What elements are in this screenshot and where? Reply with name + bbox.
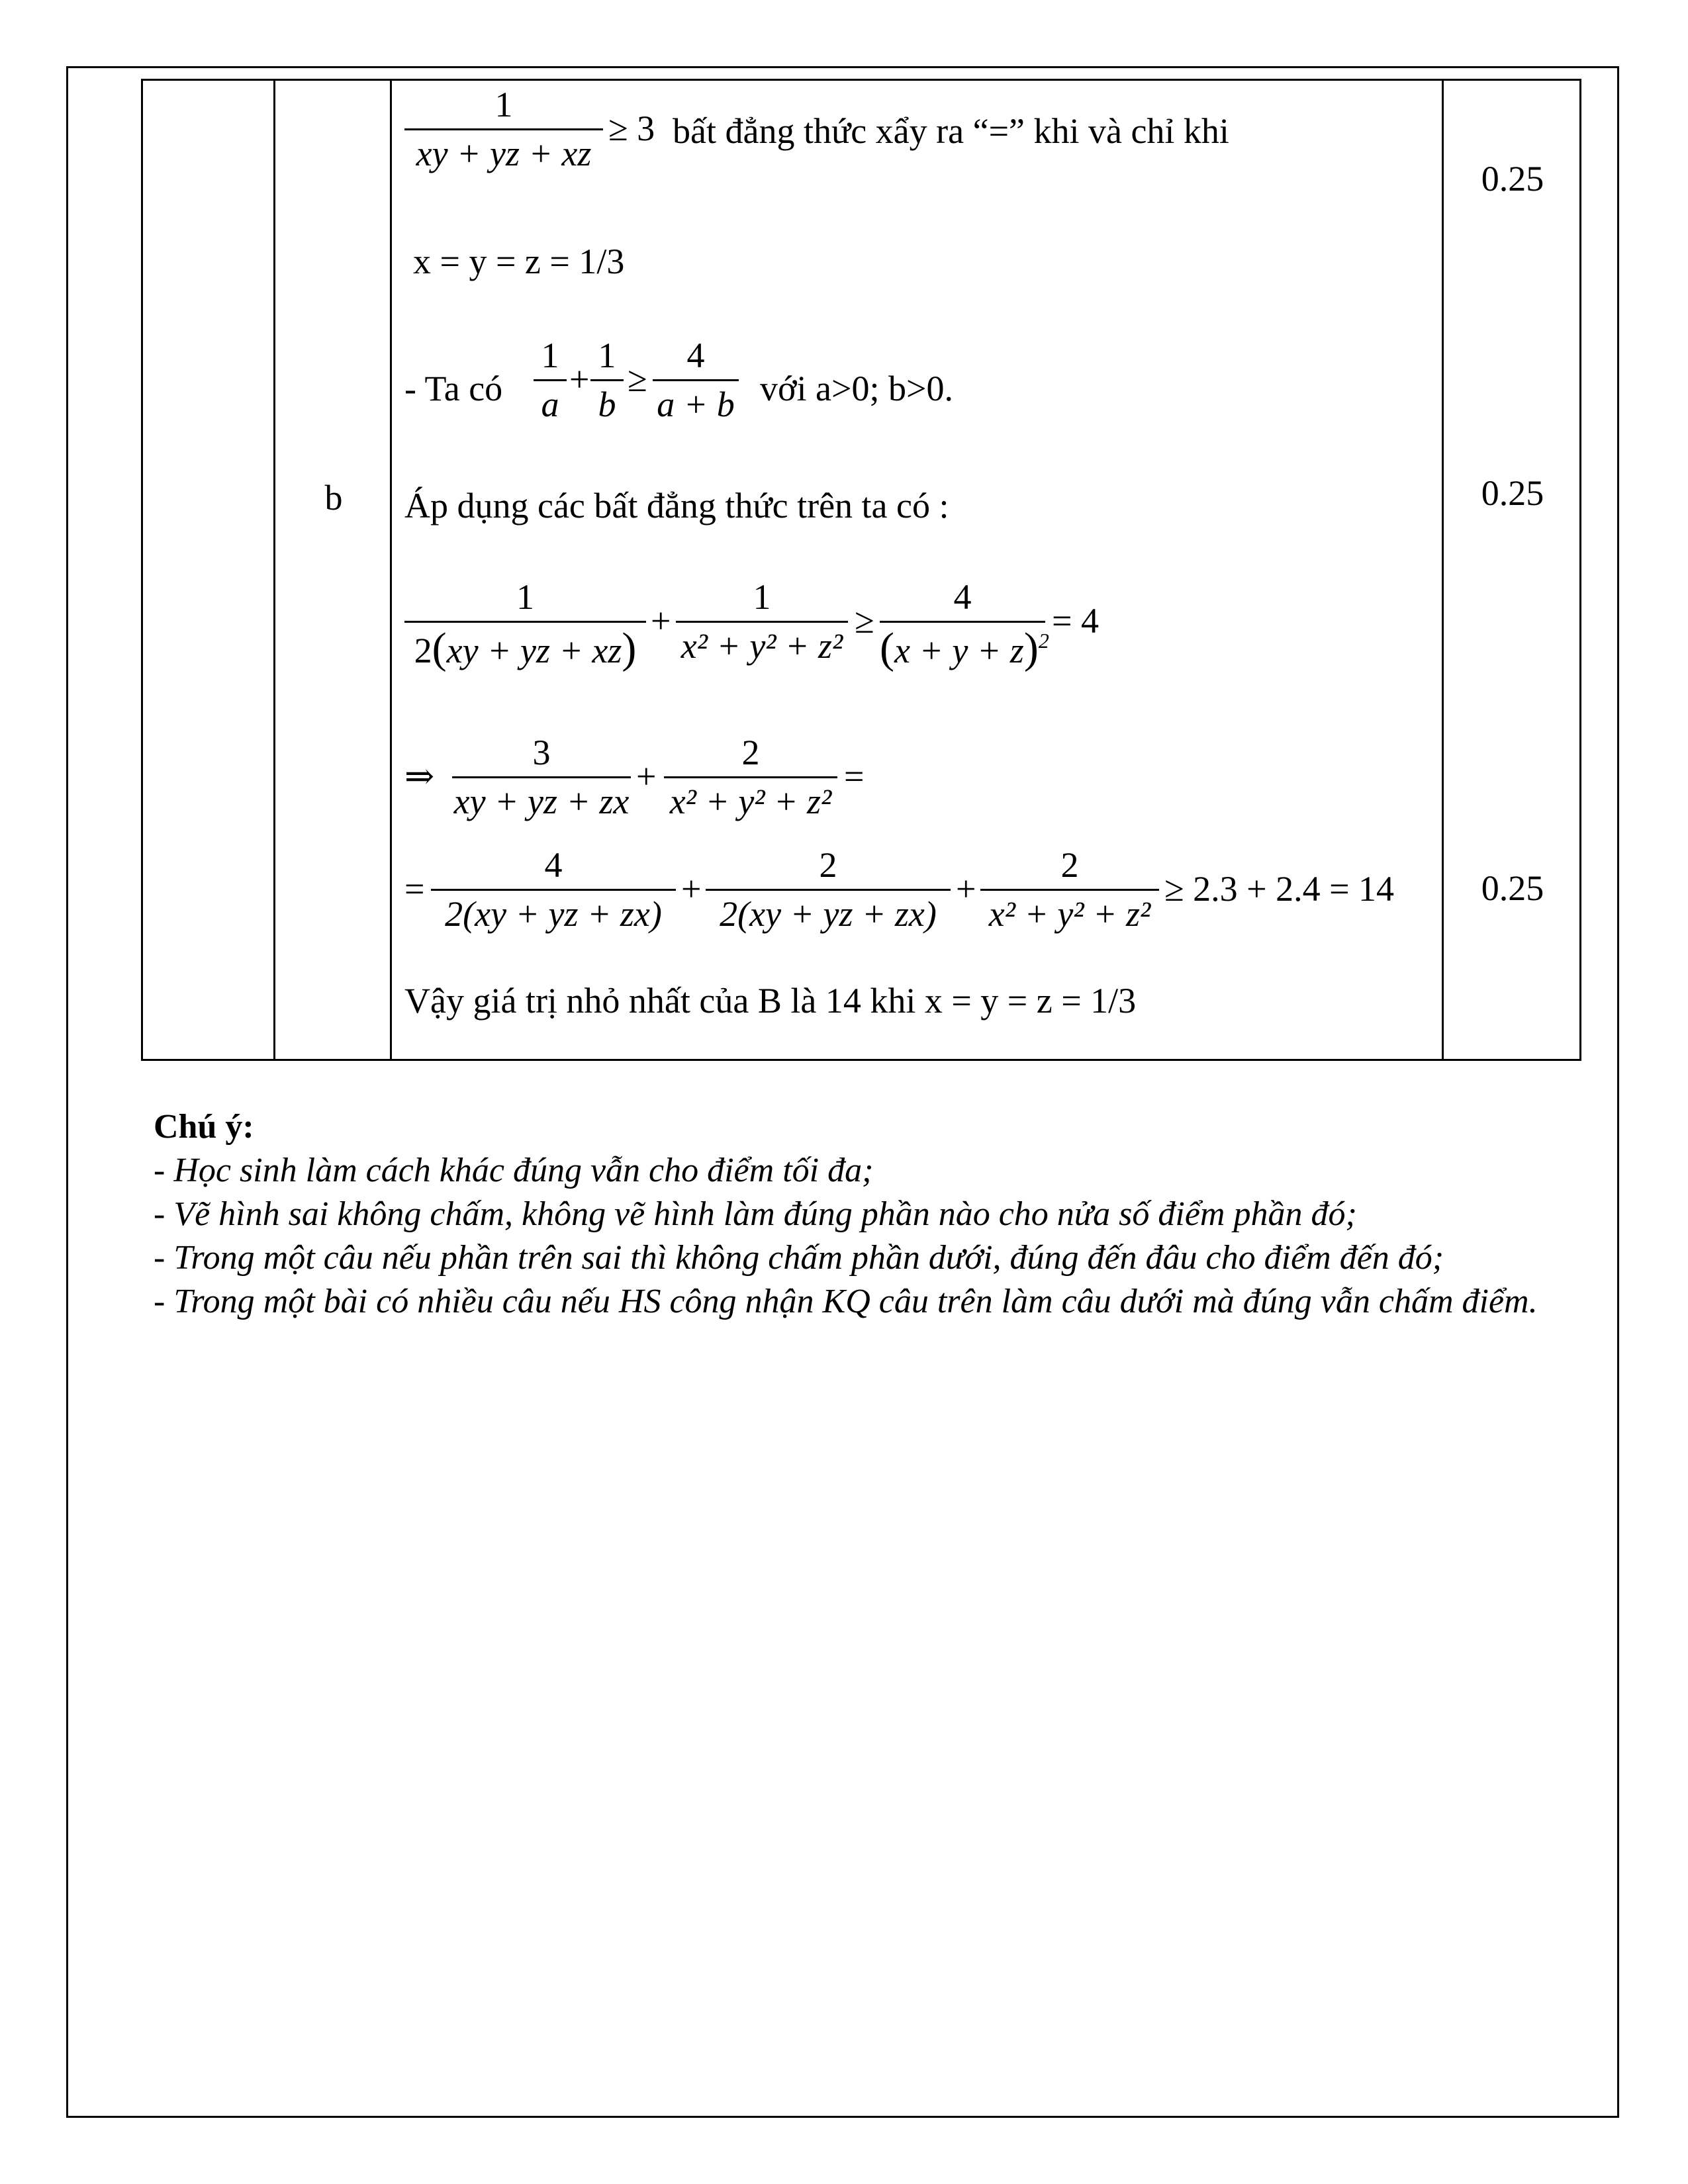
equation-3 [404,733,1000,832]
fraction [590,336,624,435]
equality-condition-text: bất đẳng thức xẩy ra “=” khi và chỉ khi [673,111,1229,151]
fraction [706,845,951,944]
part-label: b [324,478,343,518]
plus-sign: + [956,869,976,909]
fraction [431,845,676,944]
column-divider [1442,81,1444,1059]
denominator: a + b [657,385,735,424]
denominator: 2(xy + yz + zx) [720,894,937,934]
equals-result: = 4 [1052,601,1099,641]
column-divider [390,81,392,1059]
score-2: 0.25 [1481,473,1544,513]
numerator: 2 [819,845,837,885]
coefficient: 2 [414,631,432,670]
numerator: 3 [532,733,551,772]
denominator: 2(xy + yz + xz) [414,624,637,672]
implies-arrow: ⇒ [404,756,435,796]
fraction-bar [664,776,837,778]
numerator: 1 [516,577,534,617]
denominator: a [541,385,559,424]
column-divider [273,81,275,1059]
fraction-bar [676,621,848,623]
fraction-bar [653,379,739,381]
numerator: 1 [753,577,771,617]
fraction-bar [431,889,676,891]
equality-values-text: x = y = z = 1/3 [413,242,625,281]
fraction [980,845,1159,944]
fraction-bar [706,889,951,891]
denominator: xy + yz + xz [416,134,592,173]
apply-text: Áp dụng các bất đẳng thức trên ta có : [404,486,949,525]
numerator: 2 [741,733,760,772]
score-1: 0.25 [1481,159,1544,199]
fraction [452,733,631,832]
numerator: 4 [544,845,563,885]
fraction-bar [880,621,1045,623]
note-item: - Vẽ hình sai không chấm, không vẽ hình làm đúng phần nào cho nửa số điểm phần đó; [154,1195,1357,1233]
note-item: - Học sinh làm cách khác đúng vẫn cho điểm tối đa; [154,1152,874,1189]
inner-expression: xy + yz + xz [446,631,622,670]
denominator: x² + y² + z² [680,626,843,666]
fraction [534,336,567,435]
notes-title: Chú ý: [154,1108,254,1146]
ta-co-label: - Ta có [404,369,503,408]
fraction [880,577,1049,690]
numerator: 1 [494,85,513,124]
note-item: - Trong một bài có nhiều câu nếu HS công nhận KQ câu trên làm câu dưới mà đúng vẫn chấm điểm. [154,1283,1538,1320]
equals-sign: = [404,869,425,909]
numerator: 1 [541,336,559,375]
denominator: x² + y² + z² [669,782,832,821]
fraction-bar [452,776,631,778]
note-item: - Trong một câu nếu phần trên sai thì không chấm phần dưới, đúng đến đâu cho điểm đến đó; [154,1239,1444,1277]
relation: ≥ 3 [608,109,655,148]
plus-sign: + [636,756,657,796]
equation-4 [404,845,1437,944]
numerator: 4 [953,577,972,617]
numerator: 4 [686,336,705,375]
denominator: $(x + y + z)^2$ [880,624,1049,672]
grading-table [141,79,1581,1061]
fraction-bar [534,379,567,381]
denominator: x² + y² + z² [988,894,1151,934]
fraction-bar [980,889,1159,891]
result: ≥ 2.3 + 2.4 = 14 [1164,869,1395,909]
denominator: b [598,385,616,424]
fraction-bar [404,621,646,623]
fraction [404,85,603,184]
ineq-condition: với a>0; b>0. [760,369,953,408]
ge-sign: ≥ [628,359,647,399]
fraction-bar [590,379,624,381]
inner-expression: x + y + z [894,631,1024,670]
plus-sign: + [681,869,702,909]
score-3: 0.25 [1481,868,1544,908]
fraction [404,577,646,690]
equals-sign: = [844,756,865,796]
fraction-bar [404,128,603,130]
exponent: 2 [1038,629,1049,653]
fraction [676,577,848,690]
denominator: xy + yz + zx [453,782,630,821]
fraction [664,733,837,832]
numerator: 1 [598,336,616,375]
conclusion-text: Vậy giá trị nhỏ nhất của B là 14 khi x = y = z = 1/3 [404,981,1137,1021]
denominator: 2(xy + yz + zx) [445,894,662,934]
ge-sign: ≥ [855,601,874,641]
equation-2 [404,577,1265,690]
notes-section [154,1105,1538,1324]
plus-sign: + [651,601,671,641]
numerator: 2 [1060,845,1079,885]
fraction [653,336,739,435]
plus-sign: + [569,359,590,399]
